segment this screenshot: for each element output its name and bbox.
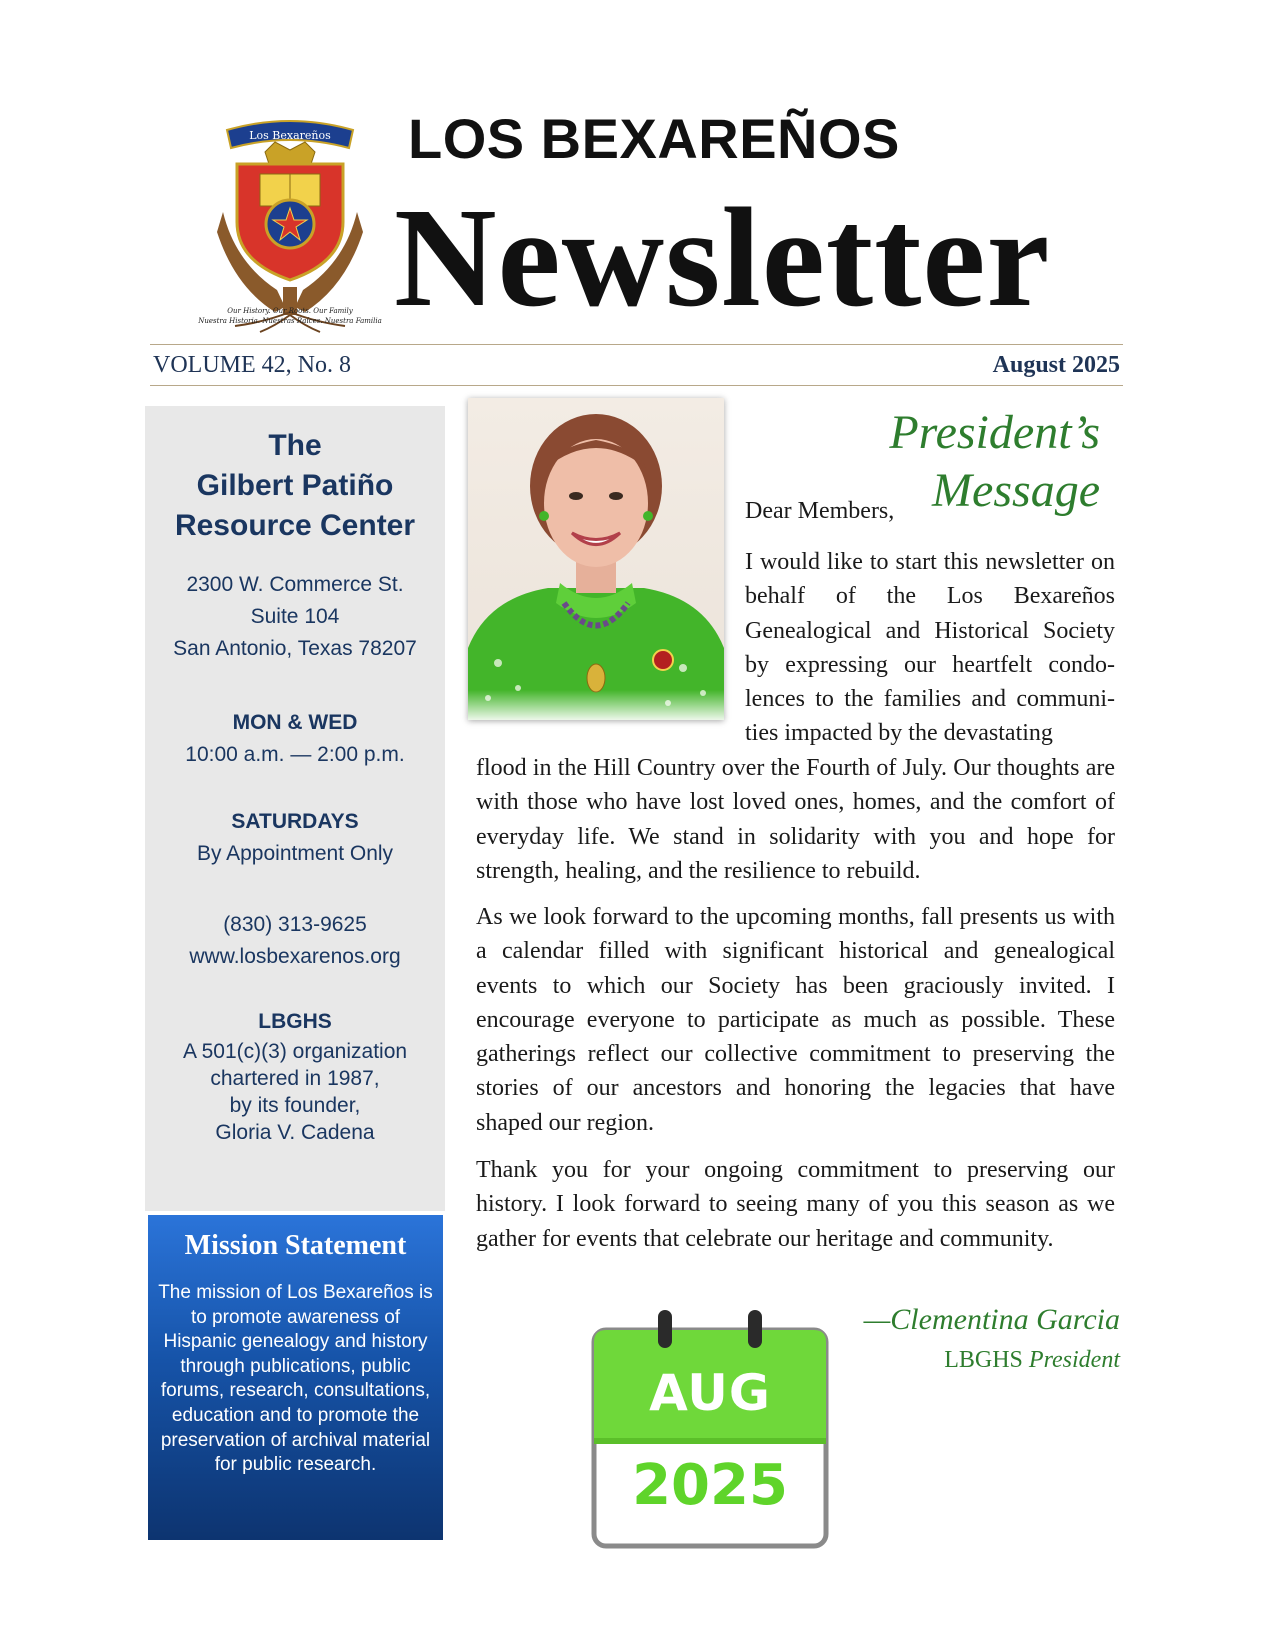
logo-motto-es: Nuestra Historia. Nuestras Raíces. Nuestra Familia [198,317,382,325]
phone-number: (830) 313-9625 [223,913,367,936]
sidebar-title-line: Resource Center [174,509,416,542]
calendar-year: 2025 [632,1453,788,1518]
website-link[interactable]: www.losbexarenos.org [189,945,401,968]
society-logo [205,112,375,334]
newsletter-title: Newsletter [394,178,1051,336]
issue-date: August 2025 [992,352,1120,378]
org-description-line: chartered in 1987, [210,1067,380,1090]
mission-title: Mission Statement [184,1230,407,1261]
org-name: LOS BEXAREÑOS [408,107,900,170]
logo-motto [180,306,400,326]
hours-days: SATURDAYS [231,810,359,833]
org-abbrev: LBGHS [258,1010,332,1033]
logo-motto-en: Our History. Our Roots. Our Family [227,307,353,315]
org-description-line: A 501(c)(3) organization [182,1040,408,1063]
address-line: San Antonio, Texas 78207 [173,637,417,660]
calendar-month: AUG [649,1364,771,1422]
hours-time: By Appointment Only [196,842,394,865]
mission-statement-box [148,1215,443,1540]
signature-role [820,1345,1120,1375]
mission-body: The mission of Los Bexareños is to promote awareness of Hispanic genealogy and history through publications, public forums, research, consultations, education and to promote the preservation of archival material for public research. [158,1282,433,1476]
paragraph-1-narrow: I would like to start this newsletter on behalf of the Los Bexareños Genealogical and Historical Society by expressing our heartfelt condolences to the families and communities impacted by the devastating [745,549,1115,747]
hours-time: 10:00 a.m. — 2:00 p.m. [185,743,405,766]
logo-banner-text: Los Bexareños [249,129,331,142]
signature: —Clementina Garcia [863,1303,1120,1336]
header-rule-top [150,344,1123,345]
org-description-line: by its founder, [229,1094,361,1117]
presidents-message-title: President’s Message [889,406,1100,517]
org-description-line: Gloria V. Cadena [215,1121,375,1144]
sidebar-title-line: Gilbert Patiño [196,469,394,502]
volume-number: VOLUME 42, No. 8 [153,352,351,378]
paragraph-2: As we look forward to the upcoming months, fall presents us with a calendar filled with significant historical and genealogical events to which our Society has been graciously invited. I encourage everyone to participate as much as possible. These gatherings reflect our collective commitment to preserving the stories of our ancestors and honoring the legacies that have shaped our region. [476,904,1115,1136]
hours-days: MON & WED [232,711,358,734]
signature-org: LBGHS [944,1347,1023,1373]
resource-center-sidebar [145,406,445,1211]
president-photo [468,398,724,720]
address-line: 2300 W. Commerce St. [186,573,404,596]
calendar-icon [590,1310,830,1550]
salutation: Dear Members, [745,498,895,524]
paragraph-3: Thank you for your ongoing commitment to preserving our history. I look forward to seeing many of you this season as we gather for events that celebrate our heritage and community. [476,1157,1115,1252]
address-line: Suite 104 [250,605,340,628]
sidebar-title-line: The [268,429,322,462]
paragraph-1-wide: flood in the Hill Country over the Fourth of July. Our thoughts are with those who have lost loved ones, homes, and the comfort of everyday life. We stand in solidarity with you and hope for strength, healing, and the resilience to rebuild. [476,755,1115,884]
signature-title: President [1028,1347,1120,1373]
header-rule-bottom [150,385,1123,386]
